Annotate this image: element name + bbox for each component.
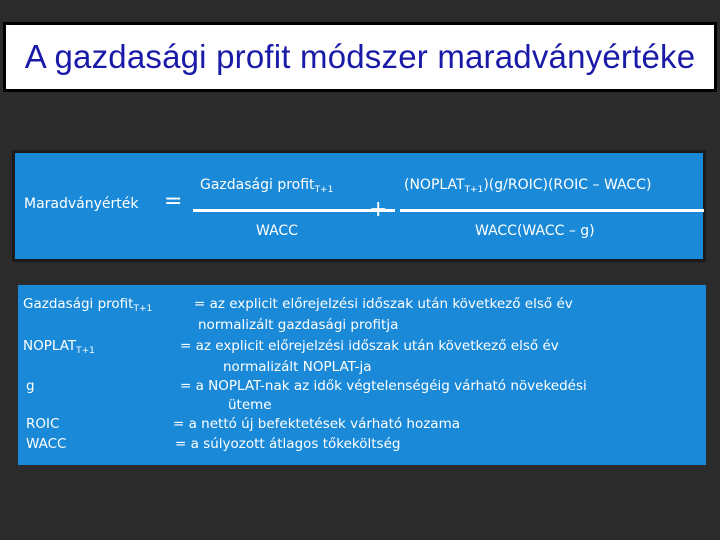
def-line: normalizált NOPLAT-ja [223, 359, 372, 375]
def-term [23, 338, 95, 356]
term2-numerator-post: )(g/ROIC)(ROIC – WACC) [483, 177, 652, 193]
term1-numerator [200, 177, 333, 195]
def-term-text: NOPLAT [23, 338, 77, 354]
def-term-sub: T+1 [76, 346, 95, 356]
def-line: üteme [228, 397, 272, 413]
def-line: = a súlyozott átlagos tőkeköltség [175, 436, 401, 452]
term1-denominator: WACC [256, 223, 298, 239]
def-term [23, 296, 152, 314]
fraction-bar-2 [400, 209, 704, 212]
term2-numerator [404, 177, 651, 195]
definitions-panel [18, 285, 706, 465]
def-line: normalizált gazdasági profitja [198, 317, 399, 333]
def-term: WACC [26, 436, 67, 452]
def-term-sub: T+1 [133, 304, 153, 314]
fraction-bar-1 [193, 209, 395, 212]
term2-numerator-pre: (NOPLAT [404, 177, 465, 193]
term2-numerator-sub: T+1 [464, 185, 484, 195]
title-box [3, 22, 717, 92]
formula-panel [12, 150, 706, 262]
def-term: ROIC [26, 416, 60, 432]
def-term: g [26, 378, 35, 394]
formula-equals: = [164, 189, 183, 214]
def-line: = a nettó új befektetések várható hozama [173, 416, 461, 432]
def-line: = a NOPLAT-nak az idők végtelenségéig várható növekedési [180, 378, 587, 394]
slide-title: A gazdasági profit módszer maradványértéke [24, 38, 696, 75]
term1-numerator-text: Gazdasági profit [200, 177, 315, 193]
term1-numerator-sub: T+1 [314, 185, 334, 195]
formula-lhs: Maradványérték [24, 196, 139, 212]
term2-denominator: WACC(WACC – g) [475, 223, 595, 239]
def-line: = az explicit előrejelzési időszak után következő első év [194, 296, 573, 312]
formula-plus: + [369, 197, 388, 222]
def-line: = az explicit előrejelzési időszak után következő első év [180, 338, 559, 354]
def-term-text: Gazdasági profit [23, 296, 134, 312]
